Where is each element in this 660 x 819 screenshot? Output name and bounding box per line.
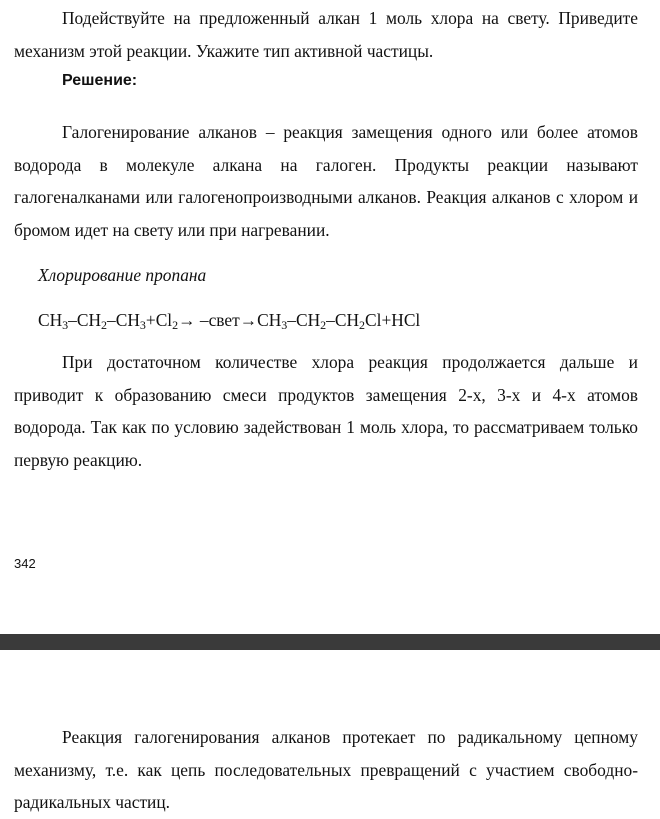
- equation-caption: Хлорирование пропана: [38, 265, 207, 285]
- task-statement: Подействуйте на предложенный алкан 1 моль хлора на свету. Приведите механизм этой реакции. Укажите тип активной частицы.: [14, 8, 638, 61]
- paragraph-further-substitution: При достаточном количестве хлора реакция продолжается дальше и приводит к образованию смеси продуктов замещения 2-х, 3-х и 4-х атомов водорода. Так как по условию задействован 1 моль хлора, то рассматриваем только первую реакцию.: [14, 352, 638, 470]
- page-lower: [0, 650, 660, 810]
- paragraph-radical-mechanism: Реакция галогенирования алканов протекает по радикальному цепному механизму, т.е. как цепь последовательных превращений с участием свободно-радикальных частиц.: [14, 727, 638, 812]
- chlorination-equation: $CH_3-CH_2-CH_3+Cl_2\to$ $-свет\to CH_3-CH_2-CH_2Cl+HCl$: [38, 310, 421, 332]
- reaction-arrow: → –свет→: [178, 310, 258, 330]
- page-number: 342: [14, 556, 36, 571]
- page-separator: [0, 634, 660, 650]
- paragraph-halogenation: Галогенирование алканов – реакция замещения одного или более атомов водорода в молекуле алкана на галоген. Продукты реакции называют галогеналканами или галогенопроизводными алканов. Реакция алканов с хлором и бромом идет на свету или при нагревании.: [14, 122, 638, 240]
- solution-heading: Решение:: [62, 72, 138, 89]
